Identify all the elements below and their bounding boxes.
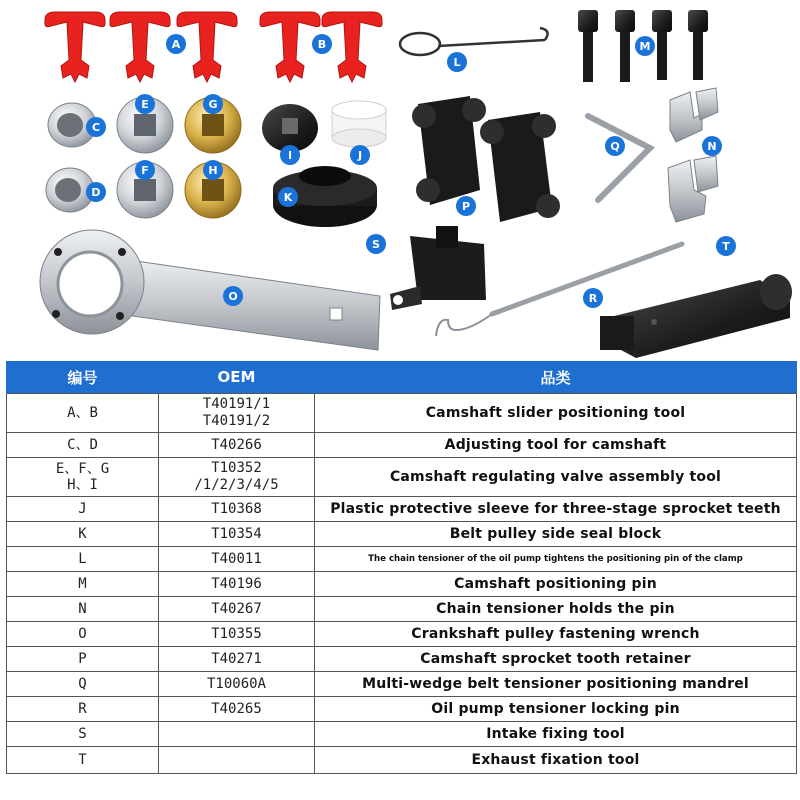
row-oem: T10354 <box>159 522 315 547</box>
row-category: The chain tensioner of the oil pump tightens the positioning pin of the clamp <box>315 547 797 572</box>
table-row <box>7 722 797 747</box>
table-row <box>7 697 797 722</box>
table-row <box>7 622 797 647</box>
tool-j-plastic-sleeve <box>332 101 386 147</box>
svg-text:Q: Q <box>610 140 620 153</box>
label-f <box>135 160 155 180</box>
label-q <box>605 136 625 156</box>
row-number: K <box>7 522 159 547</box>
svg-text:F: F <box>141 164 149 177</box>
tool-s-intake-fixing <box>390 226 486 310</box>
svg-text:I: I <box>287 149 293 162</box>
label-c <box>86 117 106 137</box>
row-oem: T40011 <box>159 547 315 572</box>
row-category: Camshaft regulating valve assembly tool <box>315 458 797 497</box>
svg-text:P: P <box>461 200 471 213</box>
label-j <box>350 145 370 165</box>
svg-text:H: H <box>208 164 218 177</box>
label-k <box>278 187 298 207</box>
svg-text:L: L <box>453 56 461 69</box>
label-b <box>312 34 332 54</box>
row-oem: T40271 <box>159 647 315 672</box>
row-number: O <box>7 622 159 647</box>
svg-text:C: C <box>91 121 101 134</box>
label-h <box>203 160 223 180</box>
svg-text:J: J <box>357 149 363 162</box>
row-oem: T40196 <box>159 572 315 597</box>
row-category: Crankshaft pulley fastening wrench <box>315 622 797 647</box>
row-oem: T10355 <box>159 622 315 647</box>
row-oem: T40191/1 T40191/2 <box>159 394 315 433</box>
header-number: 编号 <box>7 361 159 394</box>
svg-text:T: T <box>722 240 730 253</box>
row-oem: T40266 <box>159 433 315 458</box>
label-d <box>86 182 106 202</box>
row-number: M <box>7 572 159 597</box>
tool-a-camshaft-slider <box>45 12 237 82</box>
row-number: L <box>7 547 159 572</box>
row-number: J <box>7 497 159 522</box>
svg-text:B: B <box>317 38 327 51</box>
label-r <box>583 288 603 308</box>
label-g <box>203 94 223 114</box>
tool-spec-table <box>6 361 797 774</box>
svg-text:O: O <box>228 290 238 303</box>
row-number: E、F、G H、I <box>7 458 159 497</box>
row-oem: T40267 <box>159 597 315 622</box>
label-o <box>223 286 243 306</box>
label-i <box>280 145 300 165</box>
label-e <box>135 94 155 114</box>
tool-i-socket <box>262 104 318 152</box>
table-row <box>7 458 797 497</box>
svg-text:M: M <box>639 40 651 53</box>
table-row <box>7 672 797 697</box>
table-row <box>7 522 797 547</box>
row-oem: T10368 <box>159 497 315 522</box>
row-oem: T40265 <box>159 697 315 722</box>
header-oem: OEM <box>159 361 315 394</box>
table-row <box>7 647 797 672</box>
tool-t-exhaust-fixation <box>600 274 792 358</box>
label-l <box>447 52 467 72</box>
table-row <box>7 433 797 458</box>
row-category: Adjusting tool for camshaft <box>315 433 797 458</box>
row-category: Multi-wedge belt tensioner positioning mandrel <box>315 672 797 697</box>
table-row <box>7 497 797 522</box>
svg-text:R: R <box>588 292 598 305</box>
svg-text:E: E <box>141 98 149 111</box>
row-category: Plastic protective sleeve for three-stage sprocket teeth <box>315 497 797 522</box>
svg-text:S: S <box>372 238 380 251</box>
row-category: Oil pump tensioner locking pin <box>315 697 797 722</box>
row-number: A、B <box>7 394 159 433</box>
svg-text:N: N <box>707 140 717 153</box>
row-category: Chain tensioner holds the pin <box>315 597 797 622</box>
row-oem <box>159 722 315 747</box>
row-number: T <box>7 747 159 774</box>
row-number: R <box>7 697 159 722</box>
row-number: P <box>7 647 159 672</box>
row-category: Belt pulley side seal block <box>315 522 797 547</box>
row-category: Camshaft slider positioning tool <box>315 394 797 433</box>
row-oem <box>159 747 315 774</box>
row-category: Camshaft positioning pin <box>315 572 797 597</box>
tool-o-crankshaft-wrench <box>40 230 380 350</box>
label-n <box>702 136 722 156</box>
tool-set-illustration <box>0 0 800 358</box>
header-category: 品类 <box>315 361 797 394</box>
table-row <box>7 747 797 774</box>
row-number: S <box>7 722 159 747</box>
label-m <box>635 36 655 56</box>
row-number: N <box>7 597 159 622</box>
table-row <box>7 547 797 572</box>
row-category: Exhaust fixation tool <box>315 747 797 774</box>
row-number: C、D <box>7 433 159 458</box>
table-row <box>7 597 797 622</box>
row-number: Q <box>7 672 159 697</box>
table-row <box>7 394 797 433</box>
table-row <box>7 572 797 597</box>
svg-text:A: A <box>171 38 181 51</box>
row-oem: T10352 /1/2/3/4/5 <box>159 458 315 497</box>
table-header-row <box>7 361 797 394</box>
svg-text:G: G <box>208 98 218 111</box>
tool-p-sprocket-retainer <box>412 96 560 222</box>
tool-q-hex-key <box>588 116 650 200</box>
label-p <box>456 196 476 216</box>
svg-text:K: K <box>283 191 293 204</box>
row-oem: T10060A <box>159 672 315 697</box>
label-s <box>366 234 386 254</box>
label-a <box>166 34 186 54</box>
tool-l-tensioner-pin <box>400 28 548 55</box>
label-t <box>716 236 736 256</box>
row-category: Camshaft sprocket tooth retainer <box>315 647 797 672</box>
svg-text:D: D <box>91 186 101 199</box>
row-category: Intake fixing tool <box>315 722 797 747</box>
